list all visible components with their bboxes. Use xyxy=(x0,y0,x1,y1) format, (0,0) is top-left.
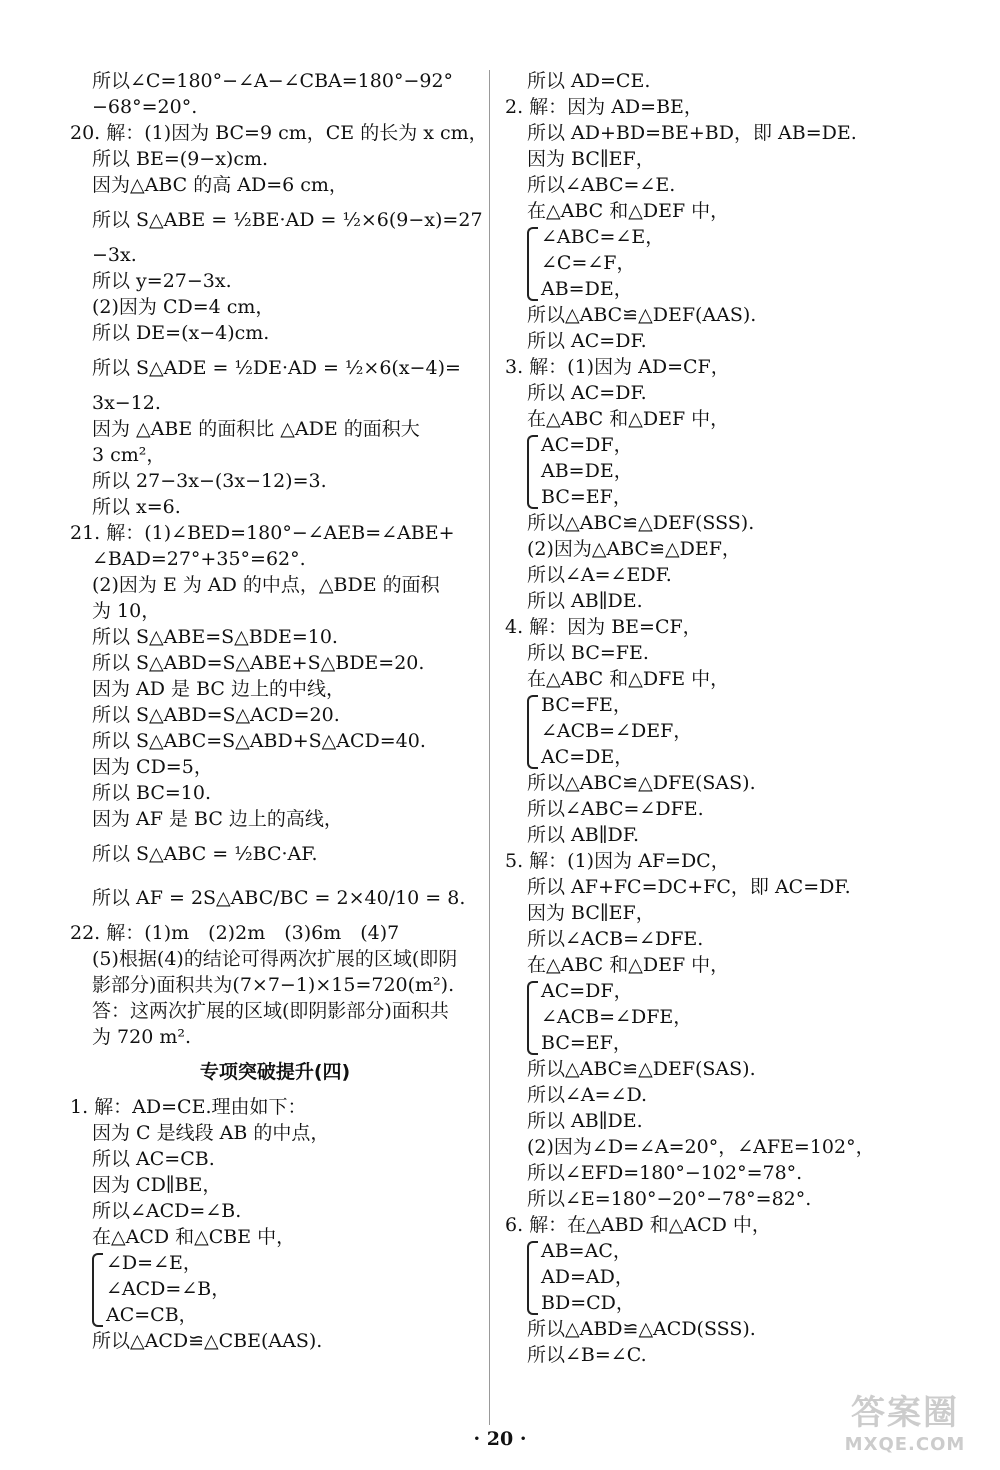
text-line: 在△ABC 和△DEF 中， xyxy=(527,200,730,222)
text-line: 2. 解：因为 AD=BE， xyxy=(505,96,703,118)
text-line: ∠ACB=∠DEF， xyxy=(541,720,693,742)
text-line: AC=DF， xyxy=(505,432,945,458)
text-line: 所以 S△ADE = ½DE·AD = ½×6(x−4)= xyxy=(92,357,461,379)
text-line: 所以△ACD≌△CBE(AAS). xyxy=(92,1330,323,1352)
text-line: 所以 S△ABC = ½BC·AF. xyxy=(92,843,318,865)
text-line: ∠D=∠E， xyxy=(70,1250,480,1276)
text-line: 为 10， xyxy=(92,600,161,622)
text-line: 3 cm²， xyxy=(92,444,166,466)
text-line: 所以 AD+BD=BE+BD，即 AB=DE. xyxy=(527,122,857,144)
text-line: 所以∠ABC=∠E. xyxy=(527,174,676,196)
text-line: (2)因为 E 为 AD 的中点，△BDE 的面积 xyxy=(92,574,440,596)
text-line: −3x. xyxy=(92,244,137,266)
text-line: 因为△ABC 的高 AD=6 cm， xyxy=(92,174,348,196)
text-line: 21. 解：(1)∠BED=180°−∠AEB=∠ABE+ xyxy=(70,522,455,544)
text-line: 因为 AD 是 BC 边上的中线， xyxy=(92,678,345,700)
text-line: AC=DE， xyxy=(541,746,634,768)
text-line: 所以△ABC≌△DEF(SSS). xyxy=(527,512,755,534)
text-line: 所以 AF+FC=DC+FC，即 AC=DF. xyxy=(527,876,851,898)
text-line: 所以△ABC≌△DEF(SAS). xyxy=(527,1058,756,1080)
text-line: (2)因为 CD=4 cm， xyxy=(92,296,275,318)
text-line: BC=EF， xyxy=(541,486,632,508)
text-line: 3. 解：(1)因为 AD=CF， xyxy=(505,356,730,378)
text-line: 因为 CD=5， xyxy=(92,756,213,778)
text-line: 答：这两次扩展的区域(即阴影部分)面积共 xyxy=(92,1000,449,1022)
text-line: BC=FE， xyxy=(505,692,945,718)
text-line: ∠BAD=27°+35°=62°. xyxy=(92,548,306,570)
text-line: 所以∠C=180°−∠A−∠CBA=180°−92° xyxy=(92,70,454,92)
text-line: 所以 x=6. xyxy=(92,496,181,518)
text-line: 所以 S△ABE = ½BE·AD = ½×6(9−x)=27 xyxy=(92,209,483,231)
watermark-logo xyxy=(830,1392,980,1462)
text-line: (2)因为∠D=∠A=20°，∠AFE=102°， xyxy=(527,1136,875,1158)
text-line: 因为 △ABE 的面积比 △ADE 的面积大 xyxy=(92,418,420,440)
text-line: 所以 S△ABD=S△ACD=20. xyxy=(92,704,340,726)
text-line: 所以 AF = 2S△ABC/BC = 2×40/10 = 8. xyxy=(92,887,466,909)
text-line: 影部分)面积共为(7×7−1)×15=720(m²). xyxy=(92,974,455,996)
text-line: 所以 DE=(x−4)cm. xyxy=(92,322,270,344)
text-line: (5)根据(4)的结论可得两次扩展的区域(即阴 xyxy=(92,948,458,970)
text-line: AB=AC， xyxy=(505,1238,945,1264)
text-line: BD=CD， xyxy=(541,1292,635,1314)
text-line: 所以 S△ABD=S△ABE+S△BDE=20. xyxy=(92,652,425,674)
text-line: 所以△ABC≌△DEF(AAS). xyxy=(527,304,757,326)
text-line: AD=AD， xyxy=(541,1266,634,1288)
text-line: ∠C=∠F， xyxy=(541,252,636,274)
text-line: 所以 AC=DF. xyxy=(527,330,647,352)
text-line: 所以 BC=10. xyxy=(92,782,212,804)
text-line: 所以△ABC≌△DFE(SAS). xyxy=(527,772,756,794)
text-line: 20. 解：(1)因为 BC=9 cm，CE 的长为 x cm， xyxy=(70,122,488,144)
text-line: 因为 BC∥EF， xyxy=(527,148,655,170)
text-line: 所以 AB∥DE. xyxy=(527,590,643,612)
text-line: 22. 解：(1)m (2)2m (3)6m (4)7 xyxy=(70,922,400,944)
text-line: 所以 BE=(9−x)cm. xyxy=(92,148,269,170)
text-line: ∠ABC=∠E， xyxy=(505,224,945,250)
text-line: 所以∠B=∠C. xyxy=(527,1344,647,1366)
text-line: BC=EF， xyxy=(541,1032,632,1054)
text-line: 因为 BC∥EF， xyxy=(527,902,655,924)
text-line: 所以 S△ABC=S△ABD+S△ACD=40. xyxy=(92,730,426,752)
left-column xyxy=(70,68,488,1354)
text-line: AC=DF， xyxy=(505,978,945,1004)
text-line: 为 720 m². xyxy=(92,1026,192,1048)
text-line: 所以 BC=FE. xyxy=(527,642,649,664)
text-line: 所以 AB∥DF. xyxy=(527,824,639,846)
text-line: 5. 解：(1)因为 AF=DC， xyxy=(505,850,730,872)
text-line: 4. 解：因为 BE=CF， xyxy=(505,616,702,638)
text-line: 所以 AD=CE. xyxy=(527,70,651,92)
watermark-url: MXQE.COM xyxy=(844,1434,966,1455)
text-line: 1. 解：AD=CE.理由如下： xyxy=(70,1096,307,1118)
text-line: 所以 AC=DF. xyxy=(527,382,647,404)
watermark-text: 答案圈 xyxy=(851,1393,959,1433)
text-line: 所以∠A=∠EDF. xyxy=(527,564,672,586)
text-line: 因为 AF 是 BC 边上的高线， xyxy=(92,808,343,830)
text-line: 所以∠A=∠D. xyxy=(527,1084,648,1106)
text-line: AB=DE， xyxy=(541,278,633,300)
text-line: 所以∠ABC=∠DFE. xyxy=(527,798,704,820)
text-line: −68°=20°. xyxy=(92,96,198,118)
text-line: 所以 AC=CB. xyxy=(92,1148,215,1170)
text-line: ∠ACB=∠DFE， xyxy=(541,1006,693,1028)
text-line: 所以△ABD≌△ACD(SSS). xyxy=(527,1318,756,1340)
text-line: 在△ABC 和△DEF 中， xyxy=(527,954,730,976)
page-number: · 20 · xyxy=(473,1428,527,1450)
text-line: AC=CB， xyxy=(106,1304,198,1326)
text-line: 所以 AB∥DE. xyxy=(527,1110,643,1132)
text-line: 在△ACD 和△CBE 中， xyxy=(92,1226,296,1248)
column-divider xyxy=(489,70,490,1425)
text-line: (2)因为△ABC≌△DEF， xyxy=(527,538,741,560)
text-line: 因为 CD∥BE， xyxy=(92,1174,222,1196)
text-line: 所以∠EFD=180°−102°=78°. xyxy=(527,1162,803,1184)
text-line: 所以 27−3x−(3x−12)=3. xyxy=(92,470,327,492)
text-line: AB=DE， xyxy=(541,460,633,482)
text-line: 6. 解：在△ABD 和△ACD 中， xyxy=(505,1214,771,1236)
text-line: 所以∠ACB=∠DFE. xyxy=(527,928,704,950)
text-line: 在△ABC 和△DFE 中， xyxy=(527,668,730,690)
text-line: 所以∠ACD=∠B. xyxy=(92,1200,242,1222)
right-column xyxy=(505,68,945,1368)
section-heading: 专项突破提升(四) xyxy=(199,1061,351,1083)
text-line: 所以∠E=180°−20°−78°=82°. xyxy=(527,1188,812,1210)
text-line: 所以 y=27−3x. xyxy=(92,270,232,292)
text-line: 所以 S△ABE=S△BDE=10. xyxy=(92,626,338,648)
text-line: 在△ABC 和△DEF 中， xyxy=(527,408,730,430)
text-line: ∠ACD=∠B， xyxy=(106,1278,231,1300)
text-line: 因为 C 是线段 AB 的中点， xyxy=(92,1122,330,1144)
text-line: 3x−12. xyxy=(92,392,161,414)
